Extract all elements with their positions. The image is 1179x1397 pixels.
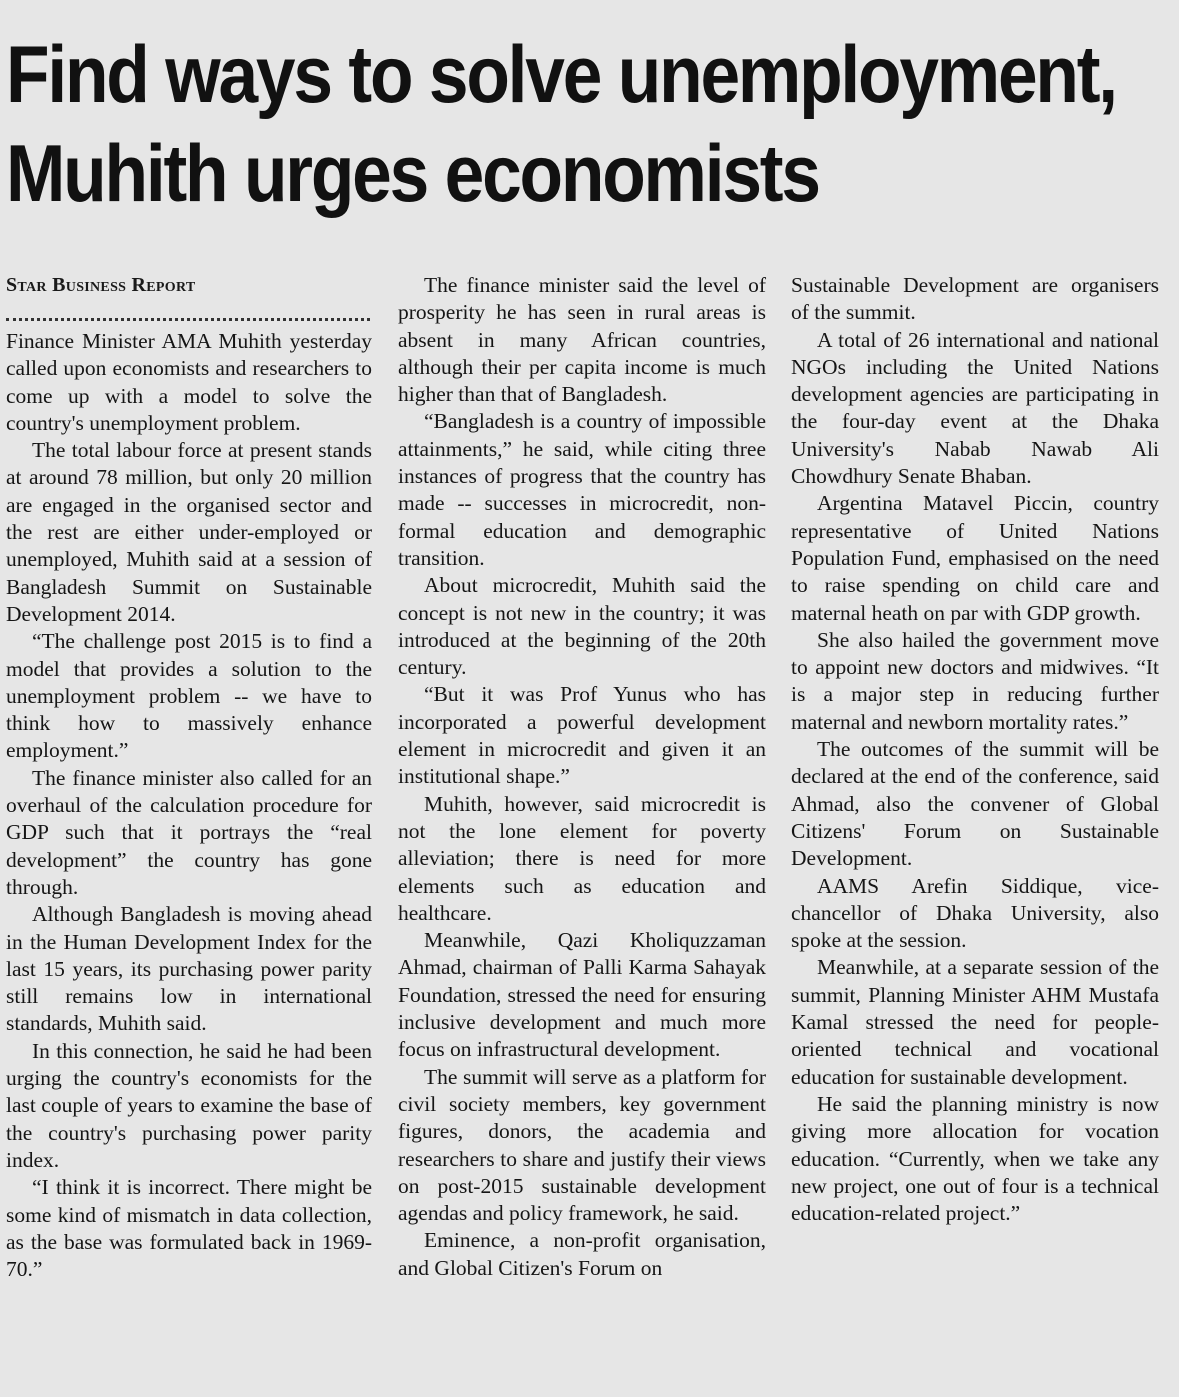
paragraph: A total of 26 international and national NGOs including the United Nations development agencies are participating in the four-day event at the Dhaka University's Nabab Nawab Ali Chowdhury Senate Bhaban. <box>791 327 1159 489</box>
article-column-3 <box>791 272 1159 1227</box>
paragraph: “The challenge post 2015 is to find a model that provides a solution to the unemployment problem -- we have to think how to massively enhance employment.” <box>6 629 372 763</box>
byline-divider <box>6 318 370 321</box>
article-column-1 <box>6 328 372 1283</box>
headline-line-2: Muhith urges economists <box>6 129 819 219</box>
paragraph: “But it was Prof Yunus who has incorporated a powerful development element in microcredit and given it an institutional shape.” <box>398 682 766 789</box>
paragraph: Although Bangladesh is moving ahead in the Human Development Index for the last 15 years, its purchasing power parity still remains low in international standards, Muhith said. <box>6 902 372 1036</box>
article-column-2 <box>398 272 766 1282</box>
paragraph: She also hailed the government move to appoint new doctors and midwives. “It is a major step in reducing further maternal and newborn mortality rates.” <box>791 627 1159 734</box>
paragraph: The finance minister also called for an overhaul of the calculation procedure for GDP such that it portrays the “real development” the country has gone through. <box>6 765 372 899</box>
paragraph: The total labour force at present stands at around 78 million, but only 20 million are engaged in the organised sector and the rest are either under-employed or unemployed, Muhith said at a session of Bangladesh Summit on Sustainable Development 2014. <box>6 438 372 626</box>
headline <box>6 26 1116 224</box>
byline: Star Business Report <box>6 274 196 296</box>
headline-line-1: Find ways to solve unemployment, <box>6 30 1116 120</box>
paragraph: The summit will serve as a platform for civil society members, key government figures, donors, the academia and researchers to share and justify their views on post-2015 sustainable development agendas and policy framework, he said. <box>398 1064 766 1226</box>
paragraph: “I think it is incorrect. There might be some kind of mismatch in data collection, as the base was formulated back in 1969-70.” <box>6 1175 372 1282</box>
paragraph: “Bangladesh is a country of impossible attainments,” he said, while citing three instances of progress that the country has made -- successes in microcredit, non-formal education and demographic transition. <box>398 409 766 570</box>
paragraph: Argentina Matavel Piccin, country representative of United Nations Population Fund, emphasised on the need to raise spending on child care and maternal heath on par with GDP growth. <box>791 491 1159 625</box>
paragraph: The finance minister said the level of prosperity he has seen in rural areas is absent in many African countries, although their per capita income is much higher than that of Bangladesh. <box>398 273 766 407</box>
paragraph: Muhith, however, said microcredit is not the lone element for poverty alleviation; there is need for more elements such as education and healthcare. <box>398 791 766 925</box>
paragraph: Eminence, a non-profit organisation, and Global Citizen's Forum on <box>398 1228 766 1280</box>
paragraph: He said the planning ministry is now giving more allocation for vocation education. “Currently, when we take any new project, one out of four is a technical education-related project.” <box>791 1091 1159 1226</box>
paragraph: Sustainable Development are organisers of the summit. <box>791 273 1159 325</box>
paragraph: Finance Minister AMA Muhith yesterday called upon economists and researchers to come up with a model to solve the country's unemployment problem. <box>6 329 372 435</box>
paragraph: In this connection, he said he had been urging the country's economists for the last couple of years to examine the base of the country's purchasing power parity index. <box>6 1038 372 1172</box>
paragraph: Meanwhile, at a separate session of the summit, Planning Minister AHM Mustafa Kamal stressed the need for people-oriented technical and vocational education for sustainable development. <box>791 955 1159 1089</box>
paragraph: AAMS Arefin Siddique, vice-chancellor of Dhaka University, also spoke at the session. <box>791 873 1159 953</box>
paragraph: Meanwhile, Qazi Kholiquzzaman Ahmad, chairman of Palli Karma Sahayak Foundation, stressed the need for ensuring inclusive development and much more focus on infrastructural development. <box>398 928 766 1062</box>
paragraph: About microcredit, Muhith said the concept is not new in the country; it was introduced at the beginning of the 20th century. <box>398 573 766 680</box>
paragraph: The outcomes of the summit will be declared at the end of the conference, said Ahmad, also the convener of Global Citizens' Forum on Sustainable Development. <box>791 737 1159 871</box>
